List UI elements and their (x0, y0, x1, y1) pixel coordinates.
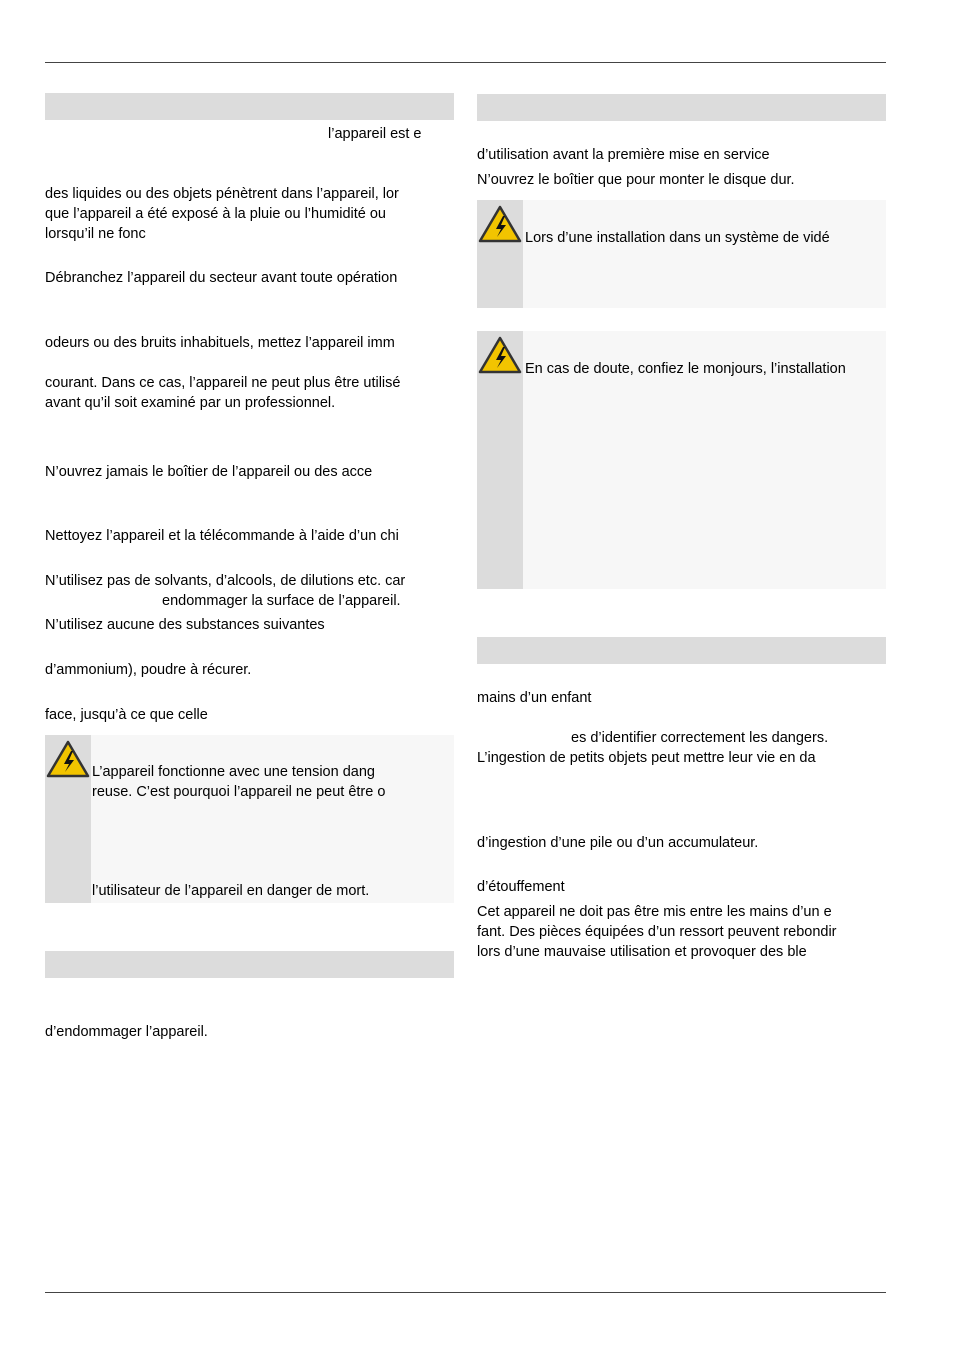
body-text: es d’identifier correctement les dangers. (571, 730, 829, 746)
body-text: des liquides ou des objets pénètrent dans l’appareil, lor (45, 186, 399, 202)
body-text: Cet appareil ne doit pas être mis entre les mains d’un e (477, 904, 832, 920)
body-text: d’ingestion d’une pile ou d’un accumulateur. (477, 835, 759, 851)
high-voltage-icon (477, 335, 523, 375)
warning-text: En cas de doute, confiez le monjours, l’installation (525, 361, 846, 377)
body-text: d’endommager l’appareil. (45, 1024, 208, 1040)
body-text: N’utilisez pas de solvants, d’alcools, de dilutions etc. car (45, 573, 406, 589)
body-text: Débranchez l’appareil du secteur avant toute opération (45, 270, 398, 286)
body-text: fant. Des pièces équipées d’un ressort peuvent rebondir (477, 924, 837, 940)
high-voltage-icon (45, 739, 91, 779)
body-text: lorsqu’il ne fonc (45, 226, 146, 242)
warning-box (477, 200, 886, 308)
body-text: endommager la surface de l’appareil. (162, 593, 401, 609)
body-text: avant qu’il soit examiné par un professionnel. (45, 395, 336, 411)
section-header-bar (477, 94, 886, 121)
warning-text: reuse. C’est pourquoi l’appareil ne peut être o (92, 784, 386, 800)
top-rule (45, 62, 886, 63)
warning-text: l’utilisateur de l’appareil en danger de mort. (92, 883, 370, 899)
body-text: d’ammonium), poudre à récurer. (45, 662, 252, 678)
body-text: courant. Dans ce cas, l’appareil ne peut plus être utilisé (45, 375, 401, 391)
bottom-rule (45, 1292, 886, 1293)
body-text: N’ouvrez jamais le boîtier de l’appareil ou des acce (45, 464, 373, 480)
warning-text: L’appareil fonctionne avec une tension dang (92, 764, 375, 780)
warning-text: Lors d’une installation dans un système de vidé (525, 230, 830, 246)
body-text: lors d’une mauvaise utilisation et provoquer des ble (477, 944, 807, 960)
section-header-bar (45, 951, 454, 978)
body-text: N’utilisez aucune des substances suivantes (45, 617, 325, 633)
body-text: l’appareil est e (328, 126, 422, 142)
section-header-bar (45, 93, 454, 120)
body-text: odeurs ou des bruits inhabituels, mettez l’appareil imm (45, 335, 395, 351)
section-header-bar (477, 637, 886, 664)
body-text: Nettoyez l’appareil et la télécommande à l’aide d’un chi (45, 528, 399, 544)
body-text: d’utilisation avant la première mise en service (477, 147, 770, 163)
body-text: face, jusqu’à ce que celle (45, 707, 208, 723)
high-voltage-icon (477, 204, 523, 244)
body-text: d’étouffement (477, 879, 565, 895)
body-text: N’ouvrez le boîtier que pour monter le disque dur. (477, 172, 795, 188)
warning-box (45, 735, 454, 903)
body-text: L’ingestion de petits objets peut mettre leur vie en da (477, 750, 816, 766)
warning-box (477, 331, 886, 589)
body-text: mains d’un enfant (477, 690, 592, 706)
body-text: que l’appareil a été exposé à la pluie ou l’humidité ou (45, 206, 386, 222)
